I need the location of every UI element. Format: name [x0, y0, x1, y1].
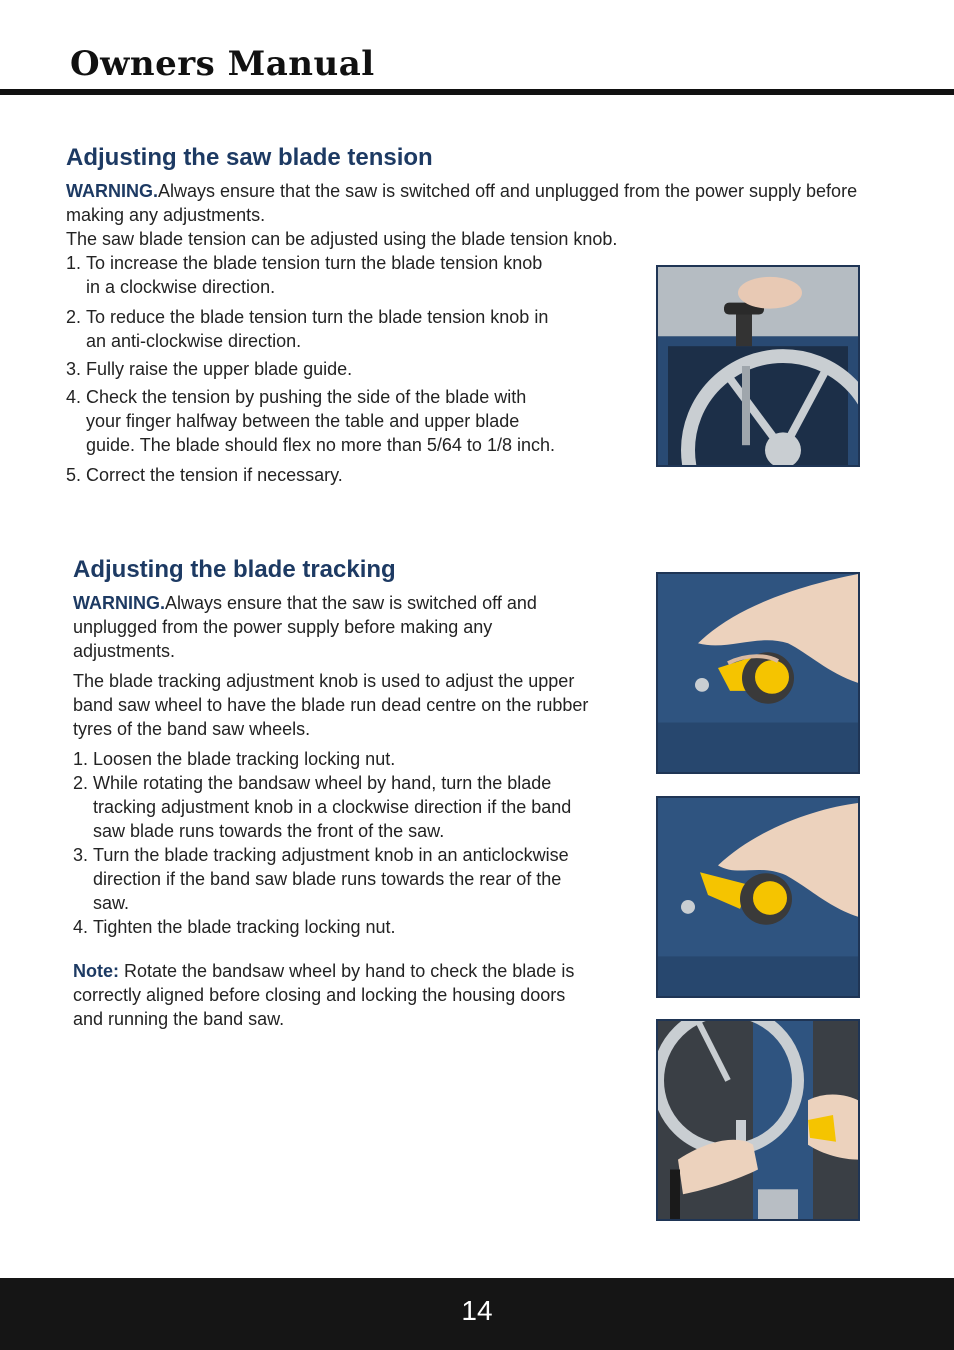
page-number: 14: [461, 1295, 493, 1326]
step-number: 5.: [66, 465, 82, 485]
step-text: Check the tension by pushing the side of the blade with your finger halfway between the table and upper blade guide. The blade should flex no more than 5/64 to 1/8 inch.: [86, 387, 555, 455]
note-text: Rotate the bandsaw wheel by hand to check the blade is correctly aligned before closing and locking the housing doors and running the band saw.: [73, 961, 575, 1029]
list-item: [66, 357, 556, 381]
footer-bar: [0, 1278, 954, 1350]
step-text: Correct the tension if necessary.: [86, 465, 343, 485]
warning-label: WARNING.: [66, 181, 158, 201]
photo-tracking-knob-1: [656, 572, 860, 774]
step-number: 2.: [73, 773, 89, 793]
step-text: To increase the blade tension turn the blade tension knob in a clockwise direction.: [86, 253, 543, 297]
step-number: 1.: [73, 749, 89, 769]
step-text: Fully raise the upper blade guide.: [86, 359, 353, 379]
section-blade-tracking: [73, 555, 593, 1031]
photo-tracking-knob-2: [656, 796, 860, 998]
warning-text: Always ensure that the saw is switched off and unplugged from the power supply before making any adjustments.: [66, 181, 858, 225]
section-heading: Adjusting the blade tracking: [73, 556, 396, 583]
warning-label: WARNING.: [73, 593, 165, 613]
step-text: To reduce the blade tension turn the blade tension knob in an anti-clockwise direction.: [86, 307, 549, 351]
header-rule: [0, 89, 954, 95]
warning-text: Always ensure that the saw is switched off and unplugged from the power supply before making any adjustments.: [73, 593, 537, 661]
list-item: [73, 843, 593, 915]
step-text: Loosen the blade tracking locking nut.: [93, 749, 396, 769]
warning-paragraph: [73, 591, 593, 663]
list-item: [66, 385, 556, 457]
steps-list: [73, 747, 593, 939]
section-heading: Adjusting the saw blade tension: [66, 144, 433, 171]
step-number: 4.: [66, 387, 82, 407]
step-number: 1.: [66, 253, 82, 273]
step-number: 3.: [66, 359, 82, 379]
list-item: [73, 771, 593, 843]
photo-rotating-wheel: [656, 1019, 860, 1221]
step-number: 4.: [73, 917, 89, 937]
intro-paragraph: The blade tracking adjustment knob is used to adjust the upper band saw wheel to have the blade run dead centre on the rubber tyres of the band saw wheels.: [73, 671, 589, 739]
step-text: Tighten the blade tracking locking nut.: [93, 917, 396, 937]
list-item: [73, 747, 593, 771]
steps-list: [66, 251, 556, 487]
photo-tension-knob: [656, 265, 860, 467]
step-number: 2.: [66, 307, 82, 327]
note-label: Note:: [73, 961, 119, 981]
step-number: 3.: [73, 845, 89, 865]
list-item: [66, 305, 556, 353]
note-paragraph: [73, 959, 593, 1031]
list-item: [73, 915, 593, 939]
document-title: Owners Manual: [70, 44, 375, 84]
list-item: [66, 251, 556, 299]
intro-paragraph: The saw blade tension can be adjusted using the blade tension knob.: [66, 229, 618, 249]
warning-paragraph: [66, 179, 906, 227]
step-text: Turn the blade tracking adjustment knob in an anticlockwise direction if the band saw blade runs towards the rear of the saw.: [93, 845, 569, 913]
list-item: [66, 463, 556, 487]
step-text: While rotating the bandsaw wheel by hand, turn the blade tracking adjustment knob in a clockwise direction if the band saw blade runs towards the front of the saw.: [93, 773, 572, 841]
